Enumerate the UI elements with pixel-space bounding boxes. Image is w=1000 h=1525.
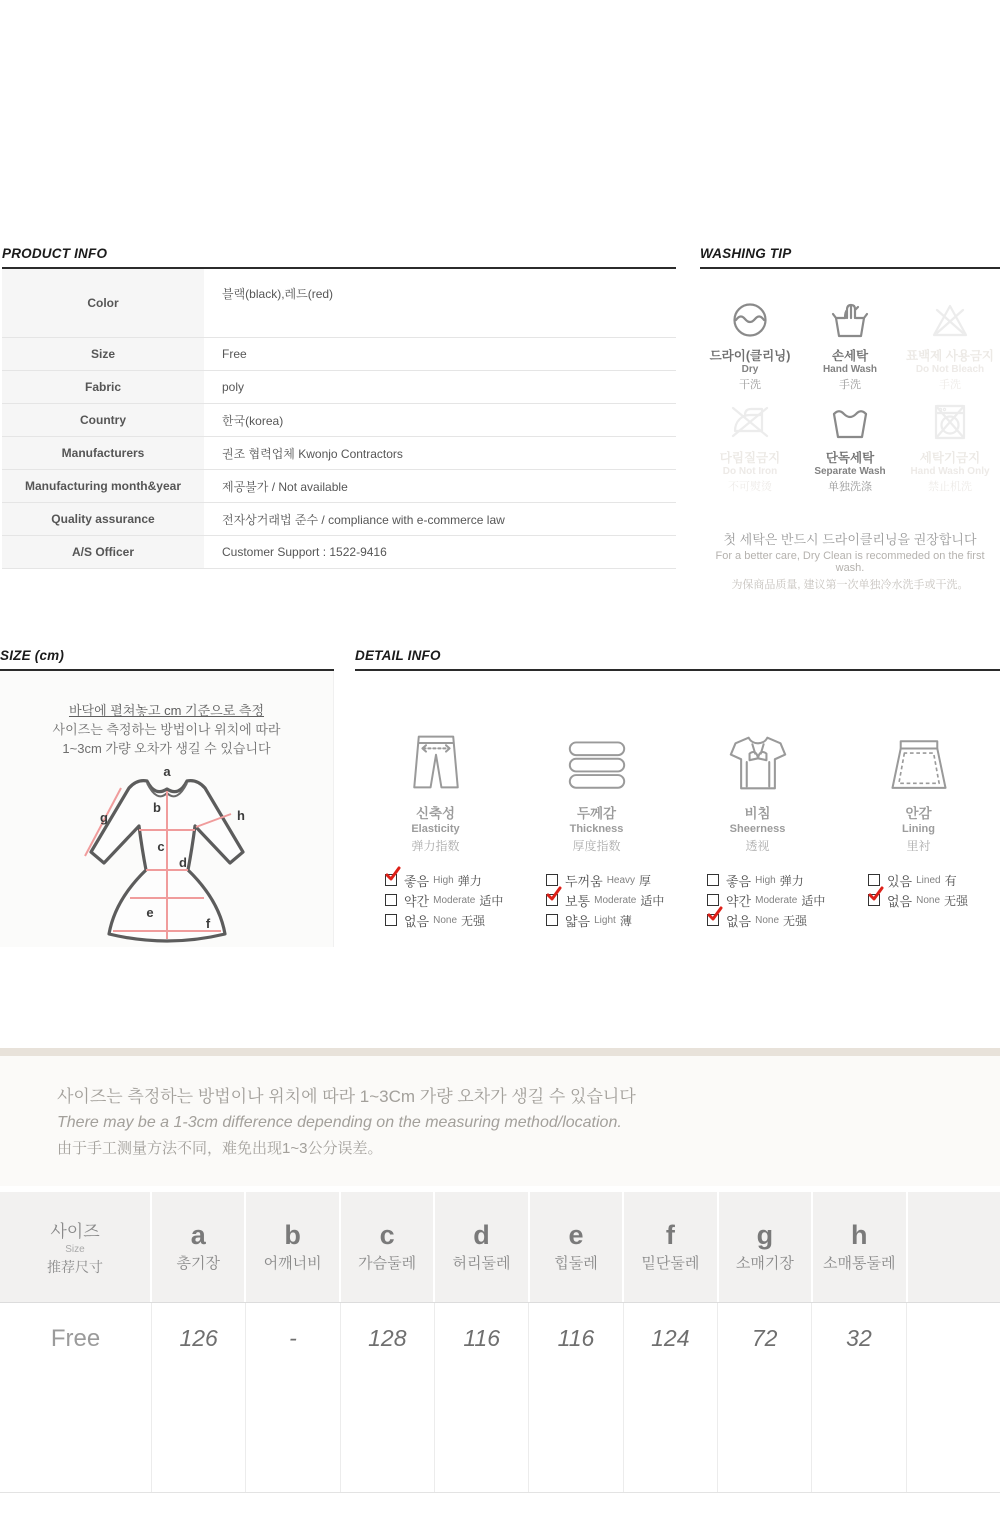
table-row [2,338,676,371]
measurement-cell-empty [907,1303,1000,1492]
washing-note: 첫 세탁은 반드시 드라이클리닝을 권장합니다 For a better care, Dry Clean is recommeded on the first wash. 为保商品质量, 建议第一次单独冷水洗手或干洗。 [715,532,985,591]
size-header-cell: 사이즈 Size 推荐尺寸 [0,1192,152,1302]
lining-options [838,870,999,910]
wash-item-separate-wash: 단독세탁 Separate Wash 单独洗涤 [800,397,900,497]
elasticity-options [355,870,516,930]
detail-col-thickness: 두께감 Thickness 厚度指数 두꺼움 Heavy 厚 보통 Moderate 适中 얇음 Light 薄 [516,725,677,930]
row-value: 전자상거래법 준수 / compliance with e-commerce law [222,512,505,527]
column-header: h 소매통둘레 [813,1192,907,1302]
thickness-fabric-icon [516,725,677,793]
washing-tip-section [700,246,1000,592]
size-value: Free [0,1303,152,1492]
measurement-cell: 128 [341,1303,435,1492]
product-info-table [2,269,676,569]
row-value: poly [222,380,245,394]
row-label: Size [2,338,204,370]
detail-col-elasticity: 신축성 Elasticity 弹力指数 좋음 High 弹力 약간 Moderate 适中 없음 None 无强 [355,725,516,930]
column-header: a 총기장 [152,1192,246,1302]
washing-icon-grid [700,295,1000,497]
column-header: c 가슴둘레 [341,1192,435,1302]
washing-tip-title: WASHING TIP [700,246,792,261]
table-row [2,437,676,470]
detail-columns [355,725,1000,930]
option-row: 좋음 High 弹力 [385,870,516,890]
checkbox [707,874,719,886]
option-row: 보통 Moderate 适中 [546,890,677,910]
checkbox [385,914,397,926]
detail-info-title: DETAIL INFO [355,648,441,663]
product-info-section [2,246,676,569]
measurement-cell: 72 [718,1303,812,1492]
measurement-cell: 32 [812,1303,906,1492]
checkbox [546,914,558,926]
measurement-notice-band: 사이즈는 측정하는 방법이나 위치에 따라 1~3Cm 가량 오차가 생길 수 있습니다 There may be a 1-3cm difference depending on the measuring method/location. 由于手工测量方法不同，难免出现1~3公分误差。 [0,1048,1000,1186]
checkbox [546,894,558,906]
size-section-title: SIZE (cm) [0,648,65,663]
row-label: Manufacturing month&year [2,470,204,502]
row-value: 제공불가 / Not available [222,479,348,494]
table-row [2,371,676,404]
do-not-bleach-icon [900,295,1000,341]
row-label: Fabric [2,371,204,403]
row-label: Country [2,404,204,436]
table-row [2,269,676,338]
svg-text:b: b [152,800,161,815]
option-row: 없음 None 无强 [385,910,516,930]
svg-text:g: g [99,810,108,825]
elasticity-pants-icon [355,725,516,793]
section-rule [355,669,1000,671]
checkbox [385,874,397,886]
product-info-title: PRODUCT INFO [2,246,108,261]
lining-skirt-icon [838,725,999,793]
option-row: 얇음 Light 薄 [546,910,677,930]
option-row: 있음 Lined 有 [868,870,999,890]
measurement-cell: - [246,1303,340,1492]
wash-item-no-machine-wash: 세탁기금지 Hand Wash Only 禁止机洗 [900,397,1000,497]
detail-info-section [355,648,1000,930]
column-header: e 힙둘레 [530,1192,624,1302]
option-row: 좋음 High 弹力 [707,870,838,890]
column-header-empty [908,1192,1000,1302]
size-table-header [0,1192,1000,1303]
measurement-cell: 116 [435,1303,529,1492]
section-rule [700,267,1000,269]
wash-item-do-not-bleach: 표백제 사용금지 Do Not Bleach 手洗 [900,295,1000,395]
detail-col-lining: 안감 Lining 里衬 있음 Lined 有 없음 None 无强 [838,725,999,930]
checkbox [707,894,719,906]
size-guide-section [0,648,334,947]
option-row: 약간 Moderate 适中 [707,890,838,910]
column-header: g 소매기장 [719,1192,813,1302]
checkbox [868,874,880,886]
detail-col-sheerness: 비침 Sheerness 透视 좋음 High 弹力 약간 Moderate 适中 없음 None 无强 [677,725,838,930]
wash-item-dry-clean: 드라이(클리닝) Dry 干洗 [700,295,800,395]
svg-text:h: h [236,808,245,823]
size-table-row [0,1303,1000,1493]
row-value: 권조 협력업체 Kwonjo Contractors [222,446,403,461]
svg-text:e: e [145,905,154,920]
checkbox [385,894,397,906]
thickness-options [516,870,677,930]
svg-text:a: a [162,764,171,779]
hand-wash-icon [800,295,900,341]
column-header: f 밑단둘레 [624,1192,718,1302]
checkbox [546,874,558,886]
measurement-cell: 116 [529,1303,623,1492]
svg-text:d: d [178,855,187,870]
dry-clean-icon [700,295,800,341]
row-label: A/S Officer [2,536,204,568]
table-row [2,470,676,503]
column-header: b 어깨너비 [246,1192,340,1302]
table-row [2,536,676,569]
option-row: 없음 None 无强 [868,890,999,910]
row-label: Color [2,269,204,337]
option-row: 없음 None 无强 [707,910,838,930]
column-header: d 허리둘레 [435,1192,529,1302]
option-row: 약간 Moderate 适中 [385,890,516,910]
do-not-iron-icon [700,397,800,443]
size-guide-text: 바닥에 펼쳐놓고 cm 기준으로 측정 사이즈는 측정하는 방법이나 위치에 따라 1~3cm 가량 오차가 생길 수 있습니다 [52,703,281,756]
row-value: Free [222,347,247,361]
separate-wash-icon [800,397,900,443]
row-value: 한국(korea) [222,413,284,428]
size-table [0,1192,1000,1493]
option-row: 두꺼움 Heavy 厚 [546,870,677,890]
dress-measure-diagram [0,764,333,950]
measurement-cell: 124 [624,1303,718,1492]
row-label: Quality assurance [2,503,204,535]
row-value: 블랙(black),레드(red) [222,287,334,301]
svg-text:c: c [156,839,165,854]
checkbox [707,914,719,926]
row-value: Customer Support : 1522-9416 [222,545,387,559]
checkbox [868,894,880,906]
row-label: Manufacturers [2,437,204,469]
svg-text:f: f [205,916,210,931]
no-machine-wash-icon [900,397,1000,443]
table-row [2,404,676,437]
sheerness-shirt-icon [677,725,838,793]
sheerness-options [677,870,838,930]
table-row [2,503,676,536]
measurement-cell: 126 [152,1303,246,1492]
wash-item-hand-wash: 손세탁 Hand Wash 手洗 [800,295,900,395]
wash-item-do-not-iron: 다림질금지 Do Not Iron 不可熨烫 [700,397,800,497]
size-guide-box [0,671,334,947]
